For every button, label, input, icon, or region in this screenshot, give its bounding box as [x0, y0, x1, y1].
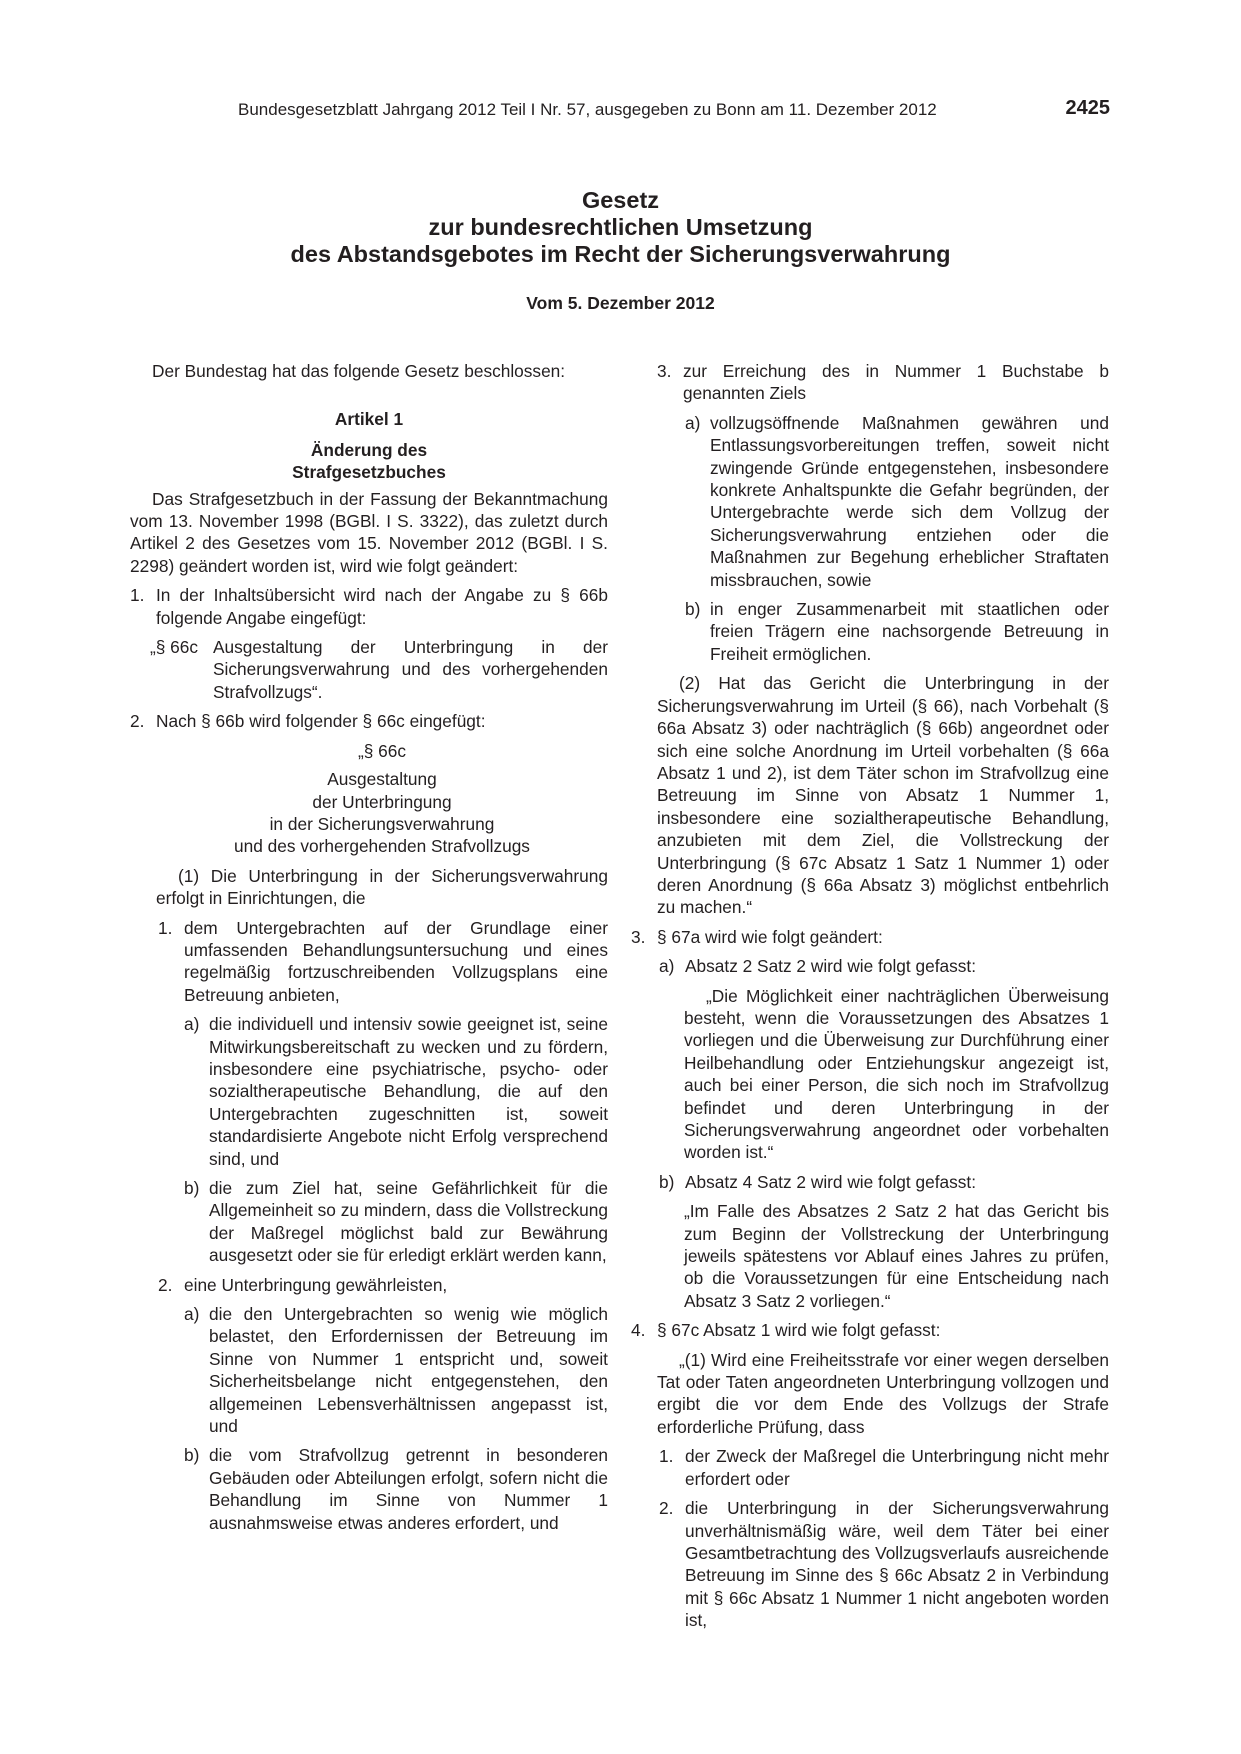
item-number: 2. — [130, 711, 145, 732]
list-item — [130, 917, 608, 1007]
item-text: Nach § 66b wird folgender § 66c eingefügt: — [156, 711, 486, 732]
subitem-letter: a) — [659, 956, 675, 977]
list-item — [130, 710, 608, 732]
toc-section-number: „§ 66c — [150, 637, 199, 658]
subitem-text: die zum Ziel hat, seine Gefährlichkeit für die Allgemeinheit so zu mindern, dass die Vollstreckung der Maßregel möglichst bald zur Bewährung ausgesetzt oder sie für erledigt erklärt werden kann, — [209, 1178, 608, 1266]
toc-section-title: Ausgestaltung der Unterbringung in der Sicherungsverwahrung und des vorhergehenden Strafvollzugs“. — [213, 637, 608, 702]
section-title-line-4: und des vorhergehenden Strafvollzugs — [234, 836, 530, 857]
list-subitem — [130, 1177, 608, 1267]
list-item — [130, 1274, 608, 1296]
subitem-text: vollzugsöffnende Maßnahmen gewähren und Entlassungsvorbereitungen treffen, soweit nicht zwingende Gründe entgegenstehen, insbesondere konkrete Anhaltspunkte die Gefahr begründen, der Untergebrachte werde sich dem Vollzug der Sicherungsverwahrung entziehen oder die Maßnahmen zur Begehung erheblicher Straftaten missbrauchen, sowie — [710, 412, 1109, 590]
item-number: 2. — [659, 1498, 674, 1519]
section-title-line-3: in der Sicherungsverwahrung — [269, 813, 495, 834]
toc-entry — [130, 636, 608, 703]
preamble-paragraph: Das Strafgesetzbuch in der Fassung der Bekanntmachung vom 13. November 1998 (BGBl. I S. 3322), das zuletzt durch Artikel 2 des Gesetzes vom 15. November 2012 (BGBl. I S. 2298) geändert worden ist, wird wie folgt geändert: — [130, 488, 608, 576]
article-heading: Artikel 1 — [334, 409, 404, 430]
item-number: 1. — [659, 1446, 674, 1467]
subitem-letter: b) — [184, 1445, 200, 1466]
left-column — [130, 360, 608, 1534]
list-subitem — [130, 1303, 608, 1437]
section-title-line-1: Ausgestaltung — [327, 769, 437, 790]
law-title — [0, 187, 1241, 268]
quoted-text: „(1) Wird eine Freiheitsstrafe vor einer wegen derselben Tat oder Taten angeordneten Unterbringung vollzogen und ergibt die vor dem Ende des Vollzugs der Strafe erforderliche Prüfung, dass — [657, 1349, 1109, 1437]
subitem-text: die den Untergebrachten so wenig wie möglich belastet, den Erfordernissen der Betreuung im Sinne von Nummer 1 entspricht und, soweit Sicherheitsbelange nicht entgegenstehen, den allgemeinen Lebensverhältnissen angepasst ist, und — [209, 1304, 608, 1437]
paragraph-2: (2) Hat das Gericht die Unterbringung in der Sicherungsverwahrung im Urteil (§ 66), nach Vorbehalt (§ 66a Absatz 3) oder nachträglich (§ 66b) angeordnet oder sich eine solche Anordnung im Urteil vorbehalten (§ 66a Absatz 1 und 2), ist dem Täter schon im Strafvollzug eine Betreuung im Sinne von Absatz 1 Nummer 1, insbesondere eine sozialtherapeutische Behandlung, anzubieten mit dem Ziel, die Vollstreckung der Unterbringung (§ 67c Absatz 1 Satz 1 Nummer 1) oder deren Anordnung (§ 66a Absatz 3) möglichst entbehrlich zu machen.“ — [657, 673, 1109, 918]
list-subitem — [631, 955, 1109, 977]
subitem-text: Absatz 4 Satz 2 wird wie folgt gefasst: — [685, 1171, 977, 1192]
subitem-text: Absatz 2 Satz 2 wird wie folgt gefasst: — [685, 956, 977, 977]
item-number: 4. — [631, 1320, 646, 1341]
list-subitem — [130, 1444, 608, 1534]
right-column — [631, 360, 1109, 1632]
item-number: 1. — [130, 585, 145, 606]
item-text: In der Inhaltsübersicht wird nach der Angabe zu § 66b folgende Angabe eingefügt: — [156, 585, 608, 628]
article-title-line-2: Strafgesetzbuches — [292, 462, 446, 483]
item-text: dem Untergebrachten auf der Grundlage einer umfassenden Behandlungsuntersuchung und eines regelmäßig fortzuschreibenden Vollzugsplans eine Betreuung anbieten, — [184, 917, 608, 1005]
title-line-1: Gesetz — [581, 187, 660, 213]
subitem-text: die vom Strafvollzug getrennt in besonderen Gebäuden oder Abteilungen erfolgt, sofern nicht die Behandlung im Sinne von Nummer 1 ausnahmsweise etwas anderes erfordert, und — [209, 1445, 608, 1533]
subitem-text: die individuell und intensiv sowie geeignet ist, seine Mitwirkungsbereitschaft zu wecken und zu fördern, insbesondere eine psychiatrische, psycho- oder sozialtherapeutische Behandlung, die auf den Untergebrachten zugeschnitten ist, soweit standardisierte Angebote nicht Erfolg versprechend sind, und — [209, 1014, 608, 1169]
item-text: § 67a wird wie folgt geändert: — [657, 926, 883, 947]
list-item — [631, 360, 1109, 405]
list-subitem — [631, 1171, 1109, 1193]
subitem-letter: a) — [685, 412, 701, 433]
subitem-letter: b) — [685, 599, 701, 620]
list-item — [631, 1497, 1109, 1631]
title-line-2: zur bundesrechtlichen Umsetzung — [428, 214, 813, 240]
article-title-line-1: Änderung des — [310, 439, 428, 460]
item-text: die Unterbringung in der Sicherungsverwahrung unverhältnismäßig wäre, weil dem Täter bei einer Gesamtbetrachtung des Vollzugsverlaufs ausreichende Betreuung im Sinne des § 66c Absatz 2 in Verbindung mit § 66c Absatz 1 Nummer 1 nicht angeboten worden ist, — [685, 1498, 1109, 1631]
item-number: 3. — [631, 926, 646, 947]
list-item — [631, 1445, 1109, 1490]
list-subitem — [631, 412, 1109, 591]
intro-paragraph: Der Bundestag hat das folgende Gesetz beschlossen: — [152, 361, 566, 381]
list-subitem — [631, 598, 1109, 665]
law-date: Vom 5. Dezember 2012 — [526, 293, 715, 313]
item-text: § 67c Absatz 1 wird wie folgt gefasst: — [657, 1320, 941, 1341]
subitem-letter: a) — [184, 1014, 200, 1035]
list-item — [130, 584, 608, 629]
quoted-text: „Im Falle des Absatzes 2 Satz 2 hat das Gericht bis zum Beginn der Vollstreckung der Unterbringung jeweils spätestens vor Ablauf eines Jahres zu prüfen, ob die Voraussetzungen für eine Entscheidung nach Absatz 3 Satz 2 vorliegen.“ — [684, 1201, 1109, 1311]
section-title-line-2: der Unterbringung — [312, 791, 452, 812]
section-number: „§ 66c — [357, 740, 407, 761]
item-text: zur Erreichung des in Nummer 1 Buchstabe b genannten Ziels — [683, 361, 1109, 404]
list-item — [631, 1319, 1109, 1341]
running-header: Bundesgesetzblatt Jahrgang 2012 Teil I Nr. 57, ausgegeben zu Bonn am 11. Dezember 2012 — [238, 100, 937, 119]
item-number: 1. — [158, 917, 173, 938]
item-text: eine Unterbringung gewährleisten, — [184, 1274, 448, 1295]
subitem-letter: b) — [659, 1171, 675, 1192]
list-item — [631, 926, 1109, 948]
item-number: 2. — [158, 1274, 173, 1295]
item-number: 3. — [657, 361, 672, 381]
quoted-text: „Die Möglichkeit einer nachträglichen Überweisung besteht, wenn die Voraussetzungen des Absatzes 1 vorliegen und die Überweisung zur Durchführung einer Heilbehandlung oder Entziehungskur angezeigt ist, auch bei einer Person, die sich noch im Strafvollzug befindet und deren Unterbringung in der Sicherungsverwahrung angeordnet oder vorbehalten worden ist.“ — [684, 985, 1109, 1163]
list-subitem — [130, 1013, 608, 1170]
paragraph-1: (1) Die Unterbringung in der Sicherungsverwahrung erfolgt in Einrichtungen, die — [156, 865, 608, 909]
subitem-letter: a) — [184, 1304, 200, 1325]
page-number: 2425 — [1065, 97, 1110, 119]
item-text: der Zweck der Maßregel die Unterbringung nicht mehr erfordert oder — [685, 1446, 1109, 1489]
subitem-text: in enger Zusammenarbeit mit staatlichen oder freien Trägern eine nachsorgende Betreuung in Freiheit ermöglichen. — [710, 599, 1109, 664]
title-line-3: des Abstandsgebotes im Recht der Sicherungsverwahrung — [290, 241, 951, 267]
subitem-letter: b) — [184, 1178, 200, 1198]
